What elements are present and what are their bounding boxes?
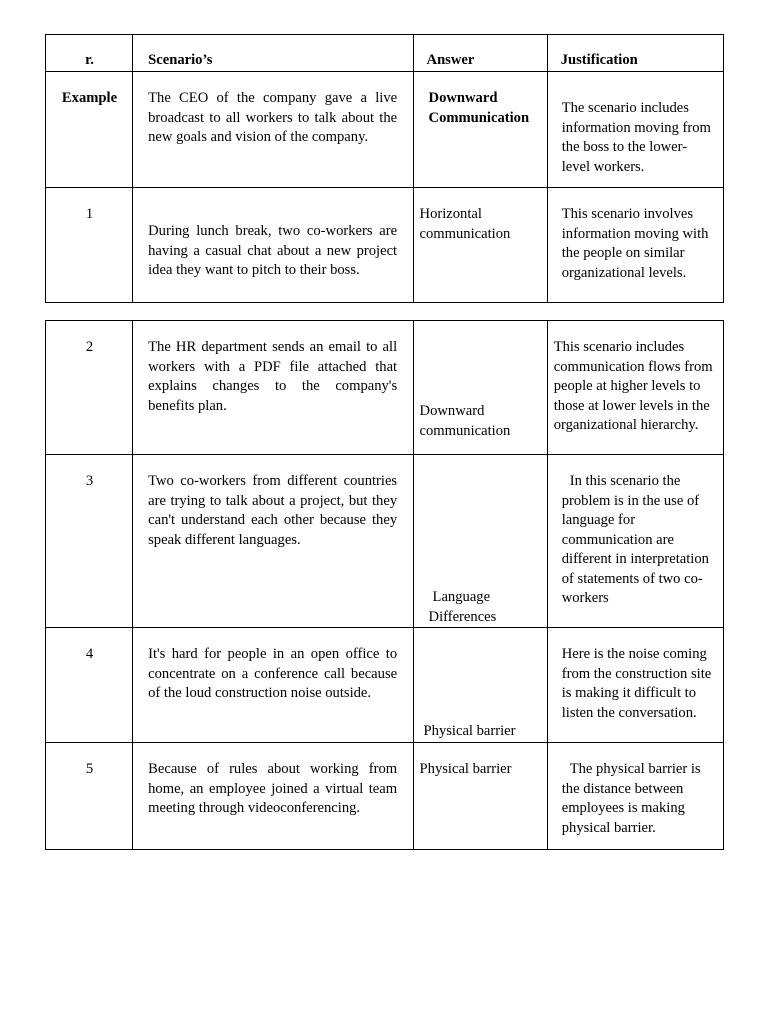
table-row [46, 321, 724, 455]
answer-text: Language Differences [428, 589, 497, 625]
scenario-text: The CEO of the company gave a live broadcast to all workers to talk about the new goals and vision of the company. [148, 90, 398, 145]
justification-text: This scenario includes communication flows from people at higher levels to those at lower levels in the organizational hierarchy. [553, 339, 713, 433]
answer-text: Physical barrier [423, 723, 516, 739]
justification-text: The physical barrier is the distance between employees is making physical barrier. [561, 761, 701, 836]
justification-text: Here is the noise coming from the construction site is making it difficult to listen the conversation. [561, 646, 712, 721]
header-cell-scenario [133, 35, 413, 72]
table-row [46, 743, 724, 850]
table-header-row [46, 35, 724, 72]
justification-text: The scenario includes information moving from the boss to the lower-level workers. [561, 100, 711, 175]
row-number: 1 [85, 206, 94, 222]
table-row [46, 72, 724, 188]
header-cell-no [46, 35, 133, 72]
justification-text: In this scenario the problem is in the use of language for communication are different in interpretation of statements of two co-workers [561, 473, 709, 606]
table-row [46, 628, 724, 743]
scenario-text: Because of rules about working from home, an employee joined a virtual team meeting through videoconferencing. [148, 761, 398, 816]
answer-text: Horizontal communication [419, 206, 511, 242]
header-answer: Answer [426, 52, 475, 68]
scenario-text: During lunch break, two co-workers are having a casual chat about a new project idea they want to pitch to their boss. [148, 223, 398, 278]
header-cell-justification [547, 35, 723, 72]
header-justification: Justification [560, 52, 638, 68]
scenario-text: It's hard for people in an open office to concentrate on a conference call because of the loud construction noise outside. [148, 646, 398, 701]
row-number: 5 [85, 761, 94, 777]
answer-text: Downward communication [419, 403, 511, 439]
justification-text: This scenario involves information moving with the people on similar organizational levels. [561, 206, 709, 281]
answer-text: Downward Communication [428, 90, 530, 126]
row-number: Example [61, 90, 118, 106]
scenario-table-2 [45, 320, 724, 850]
table-row [46, 455, 724, 628]
answer-text: Physical barrier [419, 761, 512, 777]
row-number: 4 [85, 646, 94, 662]
scenario-table-1 [45, 34, 724, 303]
row-number: 2 [85, 339, 94, 355]
row-number: 3 [85, 473, 94, 489]
header-scenario: Scenario’s [148, 52, 213, 68]
header-no: r. [85, 52, 94, 68]
header-cell-answer [413, 35, 547, 72]
scenario-text: The HR department sends an email to all workers with a PDF file attached that explains changes to the company's benefits plan. [148, 339, 398, 414]
table-row [46, 188, 724, 303]
scenario-text: Two co-workers from different countries are trying to talk about a project, but they can't understand each other because they speak different languages. [148, 473, 398, 548]
